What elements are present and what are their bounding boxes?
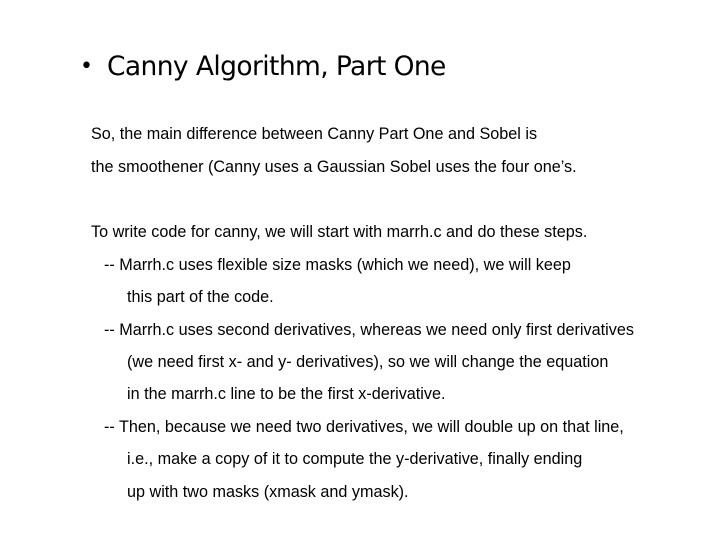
bullet-icon: • bbox=[80, 53, 93, 79]
body-line: the smoothener (Canny uses a Gaussian Sobel uses the four one’s. bbox=[91, 158, 577, 176]
body-line: in the marrh.c line to be the first x-derivative. bbox=[127, 385, 446, 403]
body-line: -- Marrh.c uses second derivatives, whereas we need only first derivatives bbox=[104, 321, 634, 339]
body-line: -- Then, because we need two derivatives, we will double up on that line, bbox=[104, 418, 624, 436]
body-line: i.e., make a copy of it to compute the y-derivative, finally ending bbox=[127, 450, 583, 468]
body-line: So, the main difference between Canny Part One and Sobel is bbox=[91, 125, 538, 143]
body-line: (we need first x- and y- derivatives), so we will change the equation bbox=[127, 353, 609, 371]
body-line: To write code for canny, we will start with marrh.c and do these steps. bbox=[91, 223, 588, 241]
body-line: up with two masks (xmask and ymask). bbox=[127, 483, 409, 501]
body-line: -- Marrh.c uses flexible size masks (which we need), we will keep bbox=[104, 256, 571, 274]
body-line: this part of the code. bbox=[127, 288, 274, 306]
slide-title: Canny Algorithm, Part One bbox=[107, 50, 446, 82]
slide-title-row bbox=[80, 44, 446, 88]
